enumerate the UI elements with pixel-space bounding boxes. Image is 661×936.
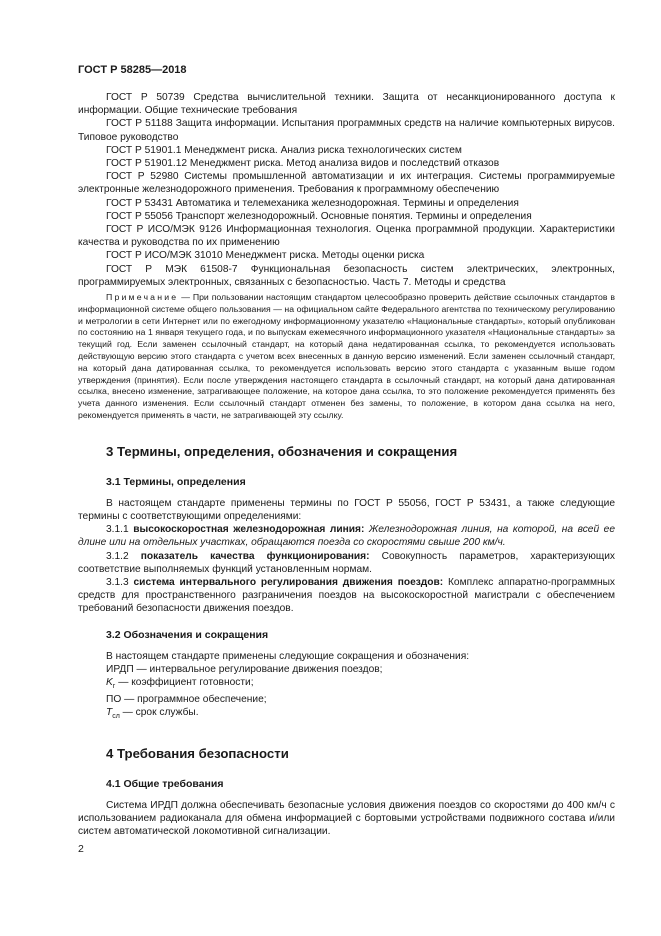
section-3-1-heading: 3.1 Термины, определения xyxy=(106,475,246,488)
term-3-1-3: 3.1.3 система интервального регулирования движения поездов: Комплекс аппаратно-программных средств для пространственного разграничения поездов на высокоскоростной магистрали с обеспечением требований безопасности движения поездов. xyxy=(78,577,615,615)
reference-item: ГОСТ Р ИСО/МЭК 31010 Менеджмент риска. Методы оценки риска xyxy=(106,250,425,262)
reference-item: ГОСТ Р 50739 Средства вычислительной техники. Защита от несанкционированного доступа к информации. Общие технические требования xyxy=(78,92,615,117)
section-3-2-intro: В настоящем стандарте применены следующие сокращения и обозначения: xyxy=(106,650,470,662)
section-3-2-heading: 3.2 Обозначения и сокращения xyxy=(106,628,269,641)
reference-item: ГОСТ Р 51901.12 Менеджмент риска. Метод анализа видов и последствий отказов xyxy=(106,158,500,170)
abbr-tsl: $T_{сл}$ — срок службы. xyxy=(106,707,199,721)
abbr-po: ПО — программное обеспечение; xyxy=(106,694,267,706)
reference-item: ГОСТ Р 51901.1 Менеджмент риска. Анализ риска технологических систем xyxy=(106,144,462,156)
reference-item: ГОСТ Р 51188 Защита информации. Испытания программных средств на наличие компьютерных вирусов. Типовое руководство xyxy=(78,118,615,143)
note-paragraph xyxy=(78,292,615,422)
section-4-1-heading: 4.1 Общие требования xyxy=(106,777,224,790)
term-name: показатель качества функционирования: xyxy=(140,550,370,562)
reference-item: ГОСТ Р 55056 Транспорт железнодорожный. Основные понятия. Термины и определения xyxy=(106,210,532,222)
abbr-irdp: ИРДП — интервальное регулирование движения поездов; xyxy=(106,663,383,675)
page-number: 2 xyxy=(78,843,84,855)
section-3-1-intro: В настоящем стандарте применены термины по ГОСТ Р 55056, ГОСТ Р 53431, а также следующие термины с соответствующими определениями: xyxy=(78,497,615,523)
section-3-heading: 3 Термины, определения, обозначения и сокращения xyxy=(106,443,458,459)
section-4-heading: 4 Требования безопасности xyxy=(106,745,289,761)
term-definition: Железнодорожная линия, на которой, на всей ее длине или на отдельных участках, обращаются поезда со скоростями свыше 200 км/ч. xyxy=(78,524,615,549)
references-list xyxy=(78,91,615,289)
term-name: система интервального регулирования движения поездов: xyxy=(133,577,444,589)
page-content xyxy=(78,91,615,838)
term-3-1-1: 3.1.1 высокоскоростная железнодорожная линия: Железнодорожная линия, на которой, на всей ее длине или на отдельных участках, обращаются поезда со скоростями свыше 200 км/ч. xyxy=(78,524,615,549)
abbr-kg: $K_г$ — коэффициент готовности; xyxy=(106,677,254,691)
reference-item: ГОСТ Р 52980 Системы промышленной автоматизации и их интеграция. Системы программируемые электронные железнодорожного применения. Требования к программному обеспечению xyxy=(78,171,615,196)
reference-item: ГОСТ Р 53431 Автоматика и телемеханика железнодорожная. Термины и определения xyxy=(106,197,519,209)
section-4-1-text: Система ИРДП должна обеспечивать безопасные условия движения поездов со скоростями до 400 км/ч с использованием радиоканала для обмена информацией с бортовыми устройствами подвижного состава и/или систем автоматической локомотивной сигнализации. xyxy=(78,799,615,838)
term-definition: Совокупность параметров, характеризующих соответствие выполняемых функций установленным нормам. xyxy=(78,550,615,575)
term-definition: Комплекс аппаратно-программных средств для пространственного разграничения поездов на высокоскоростной магистрали с обеспечением требований безопасности движения поездов. xyxy=(78,577,615,615)
reference-item: ГОСТ Р ИСО/МЭК 9126 Информационная технология. Оценка программной продукции. Характеристики качества и руководства по их применению xyxy=(78,224,615,249)
standard-header: ГОСТ Р 58285—2018 xyxy=(78,64,187,76)
reference-item: ГОСТ Р МЭК 61508-7 Функциональная безопасность систем электрических, электронных, программируемых электронных, связанных с безопасностью. Часть 7. Методы и средства xyxy=(78,263,615,288)
note-label: Примечание xyxy=(106,292,179,303)
term-name: высокоскоростная железнодорожная линия: xyxy=(133,524,365,536)
term-3-1-2: 3.1.2 показатель качества функционирования: Совокупность параметров, характеризующих соответствие выполняемых функций установленным нормам. xyxy=(78,550,615,575)
note-text: — При пользовании настоящим стандартом целесообразно проверить действие ссылочных стандартов в информационной системе общего пользования — на официальном сайте Федерального агентства по техническому регулированию и метрологии в сети Интернет или по ежегодному информационному указателю «Национальные стандарты», который опубликован по состоянию на 1 января текущего года, и по выпускам ежемесячного информационного указателя «Национальные стандарты» за текущий год. Если заменен ссылочный стандарт, на который дана недатированная ссылка, то рекомендуется использовать действующую версию этого стандарта с учетом всех внесенных в данную версию изменений. Если заменен ссылочный стандарт, на который дана датированная ссылка, то рекомендуется использовать версию этого стандарта с указанным выше годом утверждения (принятия). Если после утверждения настоящего стандарта в ссылочный стандарт, на который дана датированная ссылка, внесено изменение, затрагивающее положение, на которое дана ссылка, то это положение рекомендуется применять без учета данного изменения. Если ссылочный стандарт отменен без замены, то положение, в котором дана ссылка на него, рекомендуется применять в части, не затрагивающей эту ссылку. xyxy=(78,292,615,421)
